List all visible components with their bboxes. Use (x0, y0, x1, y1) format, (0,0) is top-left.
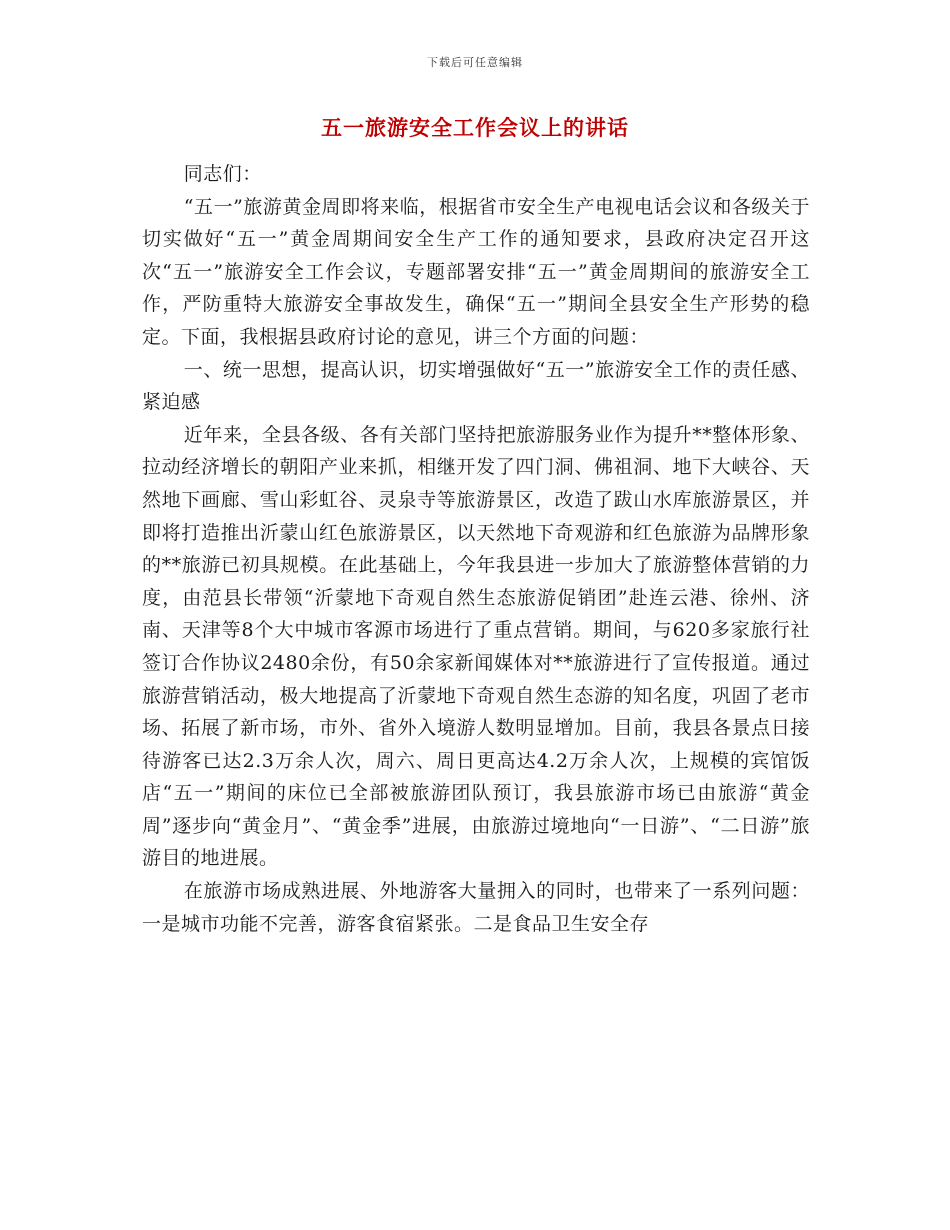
section-heading-1: 一、统一思想，提高认识，切实增强做好“五一”旅游安全工作的责任感、紧迫感 (142, 358, 810, 414)
document-title: 五一旅游安全工作会议上的讲话 (321, 116, 629, 140)
paragraph-problems: 在旅游市场成熟进展、外地游客大量拥入的同时，也带来了一系列问题：一是城市功能不完善，游客食宿紧张。二是食品卫生安全存 (142, 880, 810, 935)
paragraph-tourism-development: 近年来，全县各级、各有关部门坚持把旅游服务业作为提升**整体形象、拉动经济增长的朝阳产业来抓，相继开发了四门洞、佛祖洞、地下大峡谷、天然地下画廊、雪山彩虹谷、灵泉寺等旅游景区，改造了跋山水库旅游景区，并即将打造推出沂蒙山红色旅游景区，以天然地下奇观游和红色旅游为品牌形象的**旅游已初具规模。在此基础上，今年我县进一步加大了旅游整体营销的力度，由范县长带领“沂蒙地下奇观自然生态旅游促销团”赴连云港、徐州、济南、天津等8个大中城市客源市场进行了重点营销。期间，与620多家旅行社签订合作协议2480余份，有50余家新闻媒体对**旅游进行了宣传报道。通过旅游营销活动，极大地提高了沂蒙地下奇观自然生态游的知名度，巩固了老市场、拓展了新市场，市外、省外入境游人数明显增加。目前，我县各景点日接待游客已达2.3万余人次，周六、周日更高达4.2万余人次，上规模的宾馆饭店“五一”期间的床位已全部被旅游团队预订，我县旅游市场已由旅游“黄金周”逐步向“黄金月”、“黄金季”进展，由旅游过境地向“一日游”、“二日游”旅游目的地进展。 (142, 423, 810, 870)
paragraph-intro: “五一”旅游黄金周即将来临，根据省市安全生产电视电话会议和各级关于切实做好“五一”黄金周期间安全生产工作的通知要求，县政府决定召开这次“五一”旅游安全工作会议，专题部署安排“五一”黄金周期间的旅游安全工作，严防重特大旅游安全事故发生，确保“五一”期间全县安全生产形势的稳定。下面，我根据县政府讨论的意见，讲三个方面的问题： (142, 195, 810, 348)
salutation: 同志们： (183, 163, 262, 185)
document-body (142, 158, 810, 940)
header-note: 下载后可任意编辑 (427, 56, 523, 69)
